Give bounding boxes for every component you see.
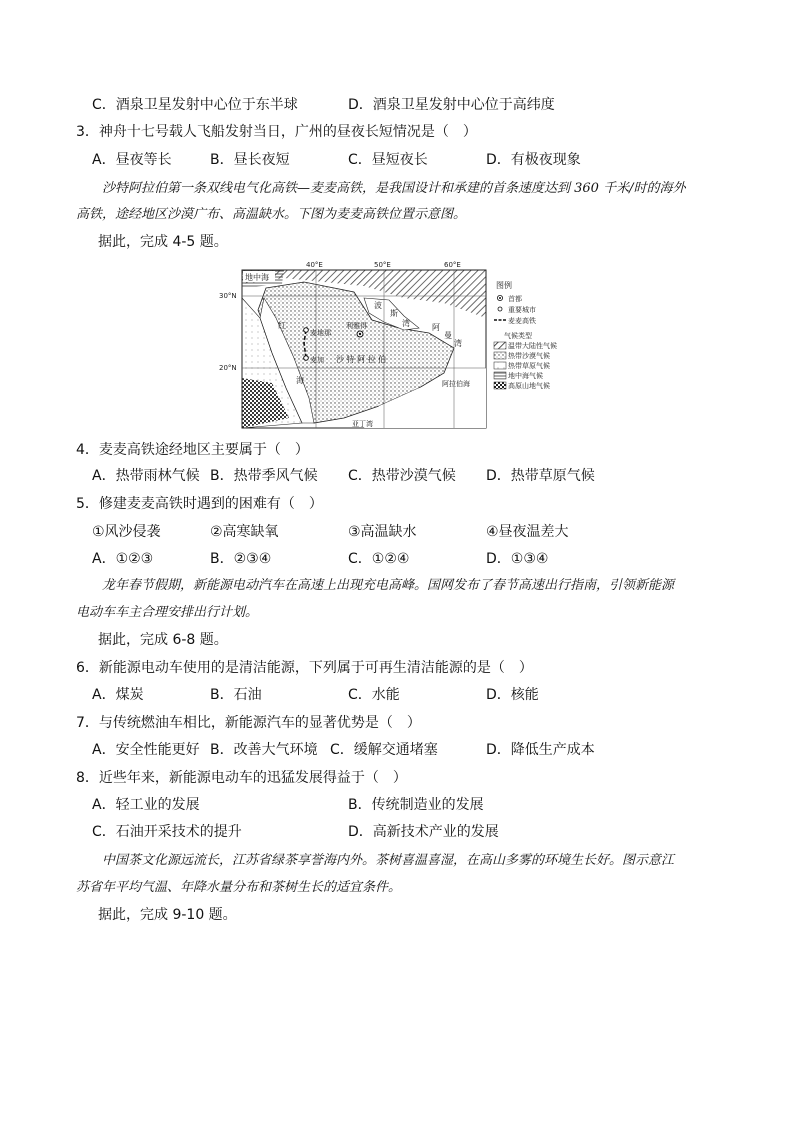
railway-location-map <box>214 258 574 434</box>
q6-option-b: B．石油 <box>210 687 262 703</box>
label-oman-1: 阿 <box>432 323 440 332</box>
passage-2-line-1: 龙年春节假期，新能源电动汽车在高速上出现充电高峰。国网发布了春节高速出行指南，引领新能源 <box>102 578 675 593</box>
q5-option-d: D．①③④ <box>486 551 549 567</box>
intro-9-10: 据此，完成 9-10 题。 <box>98 907 237 923</box>
passage-1-line-1: 沙特阿拉伯第一条双线电气化高铁—麦麦高铁，是我国设计和承建的首条速度达到 360 千米/时的海外 <box>102 181 686 196</box>
legend-capital: 首都 <box>508 295 522 303</box>
label-persian-1: 波 <box>374 301 382 310</box>
label-riyadh: 利雅得 <box>346 322 367 330</box>
question-4: 4．麦麦高铁途经地区主要属于（ ） <box>76 442 309 458</box>
legend-title: 图例 <box>496 281 512 290</box>
q5-item-1: ①风沙侵袭 <box>92 524 161 540</box>
lon-label-50: 50°E <box>374 261 391 269</box>
q4-option-c: C．热带沙漠气候 <box>348 468 456 484</box>
lat-label-30: 30°N <box>219 292 237 300</box>
question-3: 3．神舟十七号载人飞船发射当日，广州的昼夜长短情况是（ ） <box>76 124 477 140</box>
city-marker-medina <box>304 328 309 333</box>
legend-city: 重要城市 <box>508 306 536 314</box>
label-saudi: 沙 特 阿 拉 伯 <box>336 355 387 364</box>
label-aden: 亚丁湾 <box>352 420 373 428</box>
lon-label-40: 40°E <box>306 261 323 269</box>
q4-option-a: A．热带雨林气候 <box>92 468 200 484</box>
q8-option-b: B．传统制造业的发展 <box>348 797 484 813</box>
passage-3-line-2: 苏省年平均气温、年降水量分布和茶树生长的适宜条件。 <box>76 880 402 895</box>
intro-6-8: 据此，完成 6-8 题。 <box>98 632 228 648</box>
legend-climate-4: 地中海气候 <box>508 372 543 380</box>
q7-option-a: A．安全性能更好 <box>92 742 200 758</box>
legend-climate-2: 热带沙漠气候 <box>508 352 550 360</box>
q5-option-b: B．②③④ <box>210 551 272 567</box>
label-oman-3: 湾 <box>454 339 462 348</box>
q2-option-c: C．酒泉卫星发射中心位于东半球 <box>92 97 298 113</box>
q8-option-d: D．高新技术产业的发展 <box>348 824 499 840</box>
passage-3-line-1: 中国茶文化源远流长，江苏省绿茶享誉海内外。茶树喜温喜湿，在高山多雾的环境生长好。图示意江 <box>102 853 675 868</box>
q5-item-2: ②高寒缺氧 <box>210 524 279 540</box>
q3-option-c: C．昼短夜长 <box>348 152 428 168</box>
label-red: 红 <box>278 321 286 330</box>
label-mediterranean: 地中海 <box>245 273 269 282</box>
q8-option-c: C．石油开采技术的提升 <box>92 824 242 840</box>
q5-item-4: ④昼夜温差大 <box>486 524 569 540</box>
q7-option-c: C．缓解交通堵塞 <box>330 742 438 758</box>
label-medina: 麦地那 <box>310 329 331 337</box>
q5-option-a: A．①②③ <box>92 551 154 567</box>
q7-option-d: D．降低生产成本 <box>486 742 595 758</box>
q6-option-a: A．煤炭 <box>92 687 144 703</box>
q7-option-b: B．改善大气环境 <box>210 742 318 758</box>
legend-climate-title: 气候类型 <box>504 332 532 340</box>
q3-option-a: A．昼夜等长 <box>92 152 172 168</box>
q3-option-b: B．昼长夜短 <box>210 152 290 168</box>
label-oman-2: 曼 <box>444 331 452 340</box>
q6-option-d: D．核能 <box>486 687 539 703</box>
q3-option-d: D．有极夜现象 <box>486 152 581 168</box>
q4-option-d: D．热带草原气候 <box>486 468 595 484</box>
map-legend <box>494 280 557 390</box>
legend-climate-1: 温带大陆性气候 <box>508 342 557 350</box>
city-marker-mecca <box>304 356 309 361</box>
question-8: 8．近些年来，新能源电动车的迅猛发展得益于（ ） <box>76 770 407 786</box>
label-sea: 海 <box>296 376 304 385</box>
passage-2-line-2: 电动车车主合理安排出行计划。 <box>76 605 259 620</box>
legend-climate-3: 热带草原气候 <box>508 362 550 370</box>
legend-climate-5: 高原山地气候 <box>508 382 550 390</box>
label-persian-2: 斯 <box>390 309 398 318</box>
intro-4-5: 据此，完成 4-5 题。 <box>98 234 228 250</box>
q5-item-3: ③高温缺水 <box>348 524 417 540</box>
q2-option-d: D．酒泉卫星发射中心位于高纬度 <box>348 97 555 113</box>
lon-label-60: 60°E <box>444 261 461 269</box>
q5-option-c: C．①②④ <box>348 551 410 567</box>
label-mecca: 麦加 <box>310 356 324 364</box>
q8-option-a: A．轻工业的发展 <box>92 797 200 813</box>
label-persian-3: 湾 <box>402 319 410 328</box>
legend-railway: 麦麦高铁 <box>508 317 536 325</box>
question-6: 6．新能源电动车使用的是清洁能源，下列属于可再生清洁能源的是（ ） <box>76 660 533 676</box>
question-5: 5．修建麦麦高铁时遇到的困难有（ ） <box>76 496 323 512</box>
label-arabian-sea: 阿拉伯海 <box>442 380 470 388</box>
question-7: 7．与传统燃油车相比，新能源汽车的显著优势是（ ） <box>76 715 421 731</box>
q6-option-c: C．水能 <box>348 687 400 703</box>
lat-label-20: 20°N <box>219 364 237 372</box>
q4-option-b: B．热带季风气候 <box>210 468 318 484</box>
passage-1-line-2: 高铁，途经地区沙漠广布、高温缺水。下图为麦麦高铁位置示意图。 <box>76 207 467 222</box>
